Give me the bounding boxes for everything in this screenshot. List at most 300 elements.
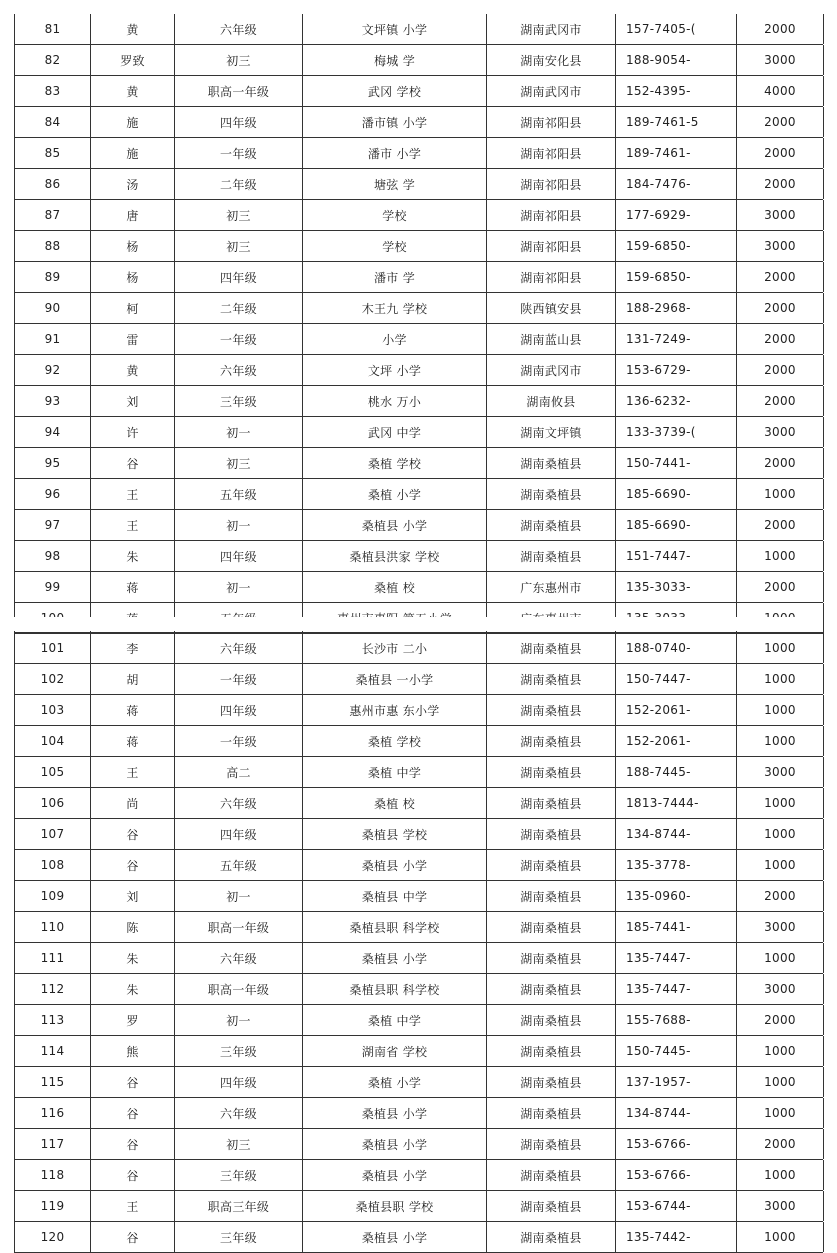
school-name-cell: 学校 (303, 200, 487, 230)
student-name-cell: 许 (91, 417, 175, 447)
table-row (14, 1098, 823, 1129)
grade-level-cell: 初三 (175, 45, 303, 75)
school-name-cell: 武冈 中学 (303, 417, 487, 447)
row-number-cell: 116 (15, 1098, 91, 1128)
location-cell: 湖南桑植县 (487, 850, 616, 880)
student-name-cell: 蒋 (91, 695, 175, 725)
row-number-cell: 99 (15, 572, 91, 602)
student-name-cell: 王 (91, 757, 175, 787)
grade-level-cell: 三年级 (175, 1036, 303, 1066)
grade-level-cell: 初一 (175, 417, 303, 447)
school-name-cell: 文坪 小学 (303, 355, 487, 385)
amount-cell: 2000 (737, 572, 824, 602)
location-cell: 湖南桑植县 (487, 726, 616, 756)
student-name-cell: 雷 (91, 324, 175, 354)
location-cell: 湖南安化县 (487, 45, 616, 75)
school-name-cell: 桑植县职 科学校 (303, 912, 487, 942)
row-number-cell: 111 (15, 943, 91, 973)
amount-cell: 3000 (737, 200, 824, 230)
amount-cell: 1000 (737, 726, 824, 756)
table-row (14, 912, 823, 943)
student-name-cell: 熊 (91, 1036, 175, 1066)
student-name-cell: 施 (91, 107, 175, 137)
phone-number-cell: 159-6850- (616, 231, 737, 261)
student-name-cell: 朱 (91, 943, 175, 973)
school-name-cell: 桑植 小学 (303, 479, 487, 509)
grade-level-cell: 一年级 (175, 664, 303, 694)
amount-cell: 1000 (737, 1067, 824, 1097)
amount-cell: 3000 (737, 231, 824, 261)
school-name-cell: 桑植县 小学 (303, 1160, 487, 1190)
row-number-cell: 86 (15, 169, 91, 199)
row-number-cell: 118 (15, 1160, 91, 1190)
school-name-cell: 长沙市 二小 (303, 633, 487, 663)
location-cell: 湖南桑植县 (487, 664, 616, 694)
grade-level-cell: 初三 (175, 231, 303, 261)
amount-cell: 1000 (737, 850, 824, 880)
amount-cell: 3000 (737, 417, 824, 447)
student-name-cell: 谷 (91, 1160, 175, 1190)
row-number-cell: 89 (15, 262, 91, 292)
table-row (14, 417, 823, 448)
grade-level-cell: 四年级 (175, 107, 303, 137)
phone-number-cell: 137-1957- (616, 1067, 737, 1097)
school-name-cell: 桑植 中学 (303, 1005, 487, 1035)
school-name-cell: 桑植县 一小学 (303, 664, 487, 694)
phone-number-cell: 185-6690- (616, 510, 737, 540)
location-cell: 湖南祁阳县 (487, 200, 616, 230)
amount-cell: 2000 (737, 881, 824, 911)
grade-level-cell: 四年级 (175, 1067, 303, 1097)
location-cell: 湖南祁阳县 (487, 262, 616, 292)
row-number-cell: 96 (15, 479, 91, 509)
location-cell: 湖南桑植县 (487, 943, 616, 973)
grade-level-cell: 职高一年级 (175, 76, 303, 106)
phone-number-cell: 189-7461-5 (616, 107, 737, 137)
grade-level-cell: 六年级 (175, 355, 303, 385)
amount-cell: 3000 (737, 974, 824, 1004)
grade-level-cell: 六年级 (175, 14, 303, 44)
school-name-cell: 桑植县 小学 (303, 1098, 487, 1128)
student-name-cell: 李 (91, 633, 175, 663)
table-row (14, 632, 823, 664)
phone-number-cell: 131-7249- (616, 324, 737, 354)
table-row (14, 572, 823, 603)
phone-number-cell: 188-2968- (616, 293, 737, 323)
table-row (14, 1160, 823, 1191)
location-cell: 湖南桑植县 (487, 788, 616, 818)
grade-level-cell: 初一 (175, 881, 303, 911)
student-name-cell: 尚 (91, 788, 175, 818)
phone-number-cell: 159-6850- (616, 262, 737, 292)
table-row (14, 1036, 823, 1067)
amount-cell: 2000 (737, 138, 824, 168)
location-cell: 湖南祁阳县 (487, 169, 616, 199)
phone-number-cell: 1813-7444- (616, 788, 737, 818)
row-number-cell: 106 (15, 788, 91, 818)
table-row (14, 850, 823, 881)
row-number-cell: 82 (15, 45, 91, 75)
location-cell: 湖南祁阳县 (487, 107, 616, 137)
student-name-cell: 蒋 (91, 572, 175, 602)
school-name-cell: 桑植县 小学 (303, 510, 487, 540)
phone-number-cell: 135-3033- (616, 572, 737, 602)
row-number-cell: 117 (15, 1129, 91, 1159)
row-number-cell: 84 (15, 107, 91, 137)
grade-level-cell: 四年级 (175, 695, 303, 725)
row-number-cell: 119 (15, 1191, 91, 1221)
table-row (14, 324, 823, 355)
row-number-cell: 103 (15, 695, 91, 725)
student-name-cell: 施 (91, 138, 175, 168)
phone-number-cell: 185-7441- (616, 912, 737, 942)
table-row (14, 231, 823, 262)
amount-cell: 3000 (737, 757, 824, 787)
student-name-cell: 罗 (91, 1005, 175, 1035)
grade-level-cell: 初三 (175, 448, 303, 478)
table-row (14, 76, 823, 107)
student-name-cell: 谷 (91, 1098, 175, 1128)
amount-cell: 2000 (737, 355, 824, 385)
student-name-cell: 杨 (91, 262, 175, 292)
amount-cell: 1000 (737, 541, 824, 571)
row-number-cell: 93 (15, 386, 91, 416)
row-number-cell: 97 (15, 510, 91, 540)
amount-cell: 2000 (737, 107, 824, 137)
grade-level-cell: 职高一年级 (175, 974, 303, 1004)
location-cell: 湖南桑植县 (487, 1067, 616, 1097)
student-name-cell: 黄 (91, 76, 175, 106)
location-cell: 湖南桑植县 (487, 1098, 616, 1128)
grade-level-cell: 高二 (175, 757, 303, 787)
grade-level-cell: 五年级 (175, 850, 303, 880)
student-name-cell: 朱 (91, 541, 175, 571)
student-name-cell: 朱 (91, 974, 175, 1004)
row-number-cell: 101 (15, 633, 91, 663)
table-row (14, 14, 823, 45)
student-name-cell: 谷 (91, 1129, 175, 1159)
phone-number-cell: 152-2061- (616, 726, 737, 756)
phone-number-cell: 150-7441- (616, 448, 737, 478)
location-cell: 湖南桑植县 (487, 1191, 616, 1221)
location-cell: 湖南武冈市 (487, 355, 616, 385)
school-name-cell: 塘弦 学 (303, 169, 487, 199)
grade-level-cell: 初三 (175, 200, 303, 230)
location-cell: 湖南桑植县 (487, 974, 616, 1004)
phone-number-cell: 135-3778- (616, 850, 737, 880)
location-cell: 湖南武冈市 (487, 14, 616, 44)
phone-number-cell: 188-9054- (616, 45, 737, 75)
row-number-cell: 109 (15, 881, 91, 911)
school-name-cell: 潘市镇 小学 (303, 107, 487, 137)
phone-number-cell: 157-7405-( (616, 14, 737, 44)
amount-cell: 2000 (737, 386, 824, 416)
school-name-cell: 潘市 小学 (303, 138, 487, 168)
table-row (14, 107, 823, 138)
location-cell: 湖南桑植县 (487, 479, 616, 509)
row-number-cell: 114 (15, 1036, 91, 1066)
student-name-cell: 谷 (91, 850, 175, 880)
grade-level-cell: 六年级 (175, 1098, 303, 1128)
amount-cell: 3000 (737, 45, 824, 75)
grade-level-cell: 三年级 (175, 1160, 303, 1190)
school-name-cell: 桑植县 学校 (303, 819, 487, 849)
school-name-cell: 桑植 中学 (303, 757, 487, 787)
row-number-cell: 115 (15, 1067, 91, 1097)
grade-level-cell: 职高三年级 (175, 1191, 303, 1221)
table-row (14, 819, 823, 850)
phone-number-cell: 188-0740- (616, 633, 737, 663)
phone-number-cell: 135-7447- (616, 943, 737, 973)
row-number-cell: 88 (15, 231, 91, 261)
phone-number-cell: 134-8744- (616, 819, 737, 849)
amount-cell: 2000 (737, 169, 824, 199)
row-number-cell: 85 (15, 138, 91, 168)
grade-level-cell: 二年级 (175, 293, 303, 323)
amount-cell: 1000 (737, 943, 824, 973)
school-name-cell: 武冈 学校 (303, 76, 487, 106)
phone-number-cell: 134-8744- (616, 1098, 737, 1128)
phone-number-cell: 185-6690- (616, 479, 737, 509)
phone-number-cell: 150-7447- (616, 664, 737, 694)
student-name-cell: 刘 (91, 881, 175, 911)
row-number-cell: 98 (15, 541, 91, 571)
table-row (14, 138, 823, 169)
row-number-cell: 90 (15, 293, 91, 323)
location-cell: 湖南桑植县 (487, 1222, 616, 1252)
school-name-cell: 文坪镇 小学 (303, 14, 487, 44)
location-cell: 湖南桑植县 (487, 757, 616, 787)
phone-number-cell: 135-7447- (616, 974, 737, 1004)
student-name-cell: 汤 (91, 169, 175, 199)
amount-cell: 2000 (737, 1005, 824, 1035)
location-cell: 湖南祁阳县 (487, 138, 616, 168)
school-name-cell: 桑植县 小学 (303, 1222, 487, 1252)
location-cell: 陕西镇安县 (487, 293, 616, 323)
phone-number-cell: 135-0960- (616, 881, 737, 911)
grade-level-cell: 五年级 (175, 479, 303, 509)
grade-level-cell: 职高一年级 (175, 912, 303, 942)
amount-cell: 2000 (737, 510, 824, 540)
student-name-cell: 谷 (91, 448, 175, 478)
grade-level-cell: 一年级 (175, 726, 303, 756)
school-name-cell: 湖南省 学校 (303, 1036, 487, 1066)
phone-number-cell: 153-6744- (616, 1191, 737, 1221)
grade-level-cell: 初三 (175, 1129, 303, 1159)
amount-cell: 1000 (737, 479, 824, 509)
phone-number-cell: 153-6766- (616, 1129, 737, 1159)
student-name-cell: 罗致 (91, 45, 175, 75)
location-cell: 广东惠州市 (487, 572, 616, 602)
table-row (14, 355, 823, 386)
location-cell: 湖南桑植县 (487, 912, 616, 942)
amount-cell: 1000 (737, 664, 824, 694)
row-number-cell: 108 (15, 850, 91, 880)
amount-cell: 2000 (737, 262, 824, 292)
amount-cell: 1000 (737, 1036, 824, 1066)
location-cell: 湖南桑植县 (487, 1005, 616, 1035)
phone-number-cell: 136-6232- (616, 386, 737, 416)
row-number-cell: 81 (15, 14, 91, 44)
table-row (14, 943, 823, 974)
row-number-cell: 107 (15, 819, 91, 849)
school-name-cell: 潘市 学 (303, 262, 487, 292)
school-name-cell: 桑植 校 (303, 788, 487, 818)
location-cell: 湖南桑植县 (487, 1129, 616, 1159)
amount-cell: 2000 (737, 14, 824, 44)
school-name-cell: 桑植县 小学 (303, 1129, 487, 1159)
location-cell: 湖南武冈市 (487, 76, 616, 106)
table-row (14, 1067, 823, 1098)
student-name-cell: 谷 (91, 819, 175, 849)
table-row (14, 510, 823, 541)
row-number-cell: 105 (15, 757, 91, 787)
location-cell: 湖南桑植县 (487, 1036, 616, 1066)
grade-level-cell: 初一 (175, 510, 303, 540)
school-name-cell: 桑植 小学 (303, 1067, 487, 1097)
phone-number-cell: 152-2061- (616, 695, 737, 725)
donation-table-bottom (14, 632, 823, 1253)
location-cell: 湖南攸县 (487, 386, 616, 416)
row-number-cell: 113 (15, 1005, 91, 1035)
amount-cell: 2000 (737, 448, 824, 478)
school-name-cell: 桑植县职 科学校 (303, 974, 487, 1004)
amount-cell: 2000 (737, 324, 824, 354)
grade-level-cell: 三年级 (175, 386, 303, 416)
school-name-cell: 桑植 学校 (303, 726, 487, 756)
phone-number-cell: 151-7447- (616, 541, 737, 571)
table-row (14, 200, 823, 231)
amount-cell: 1000 (737, 819, 824, 849)
table-row (14, 1222, 823, 1253)
location-cell: 湖南桑植县 (487, 819, 616, 849)
phone-number-cell: 188-7445- (616, 757, 737, 787)
phone-number-cell: 153-6766- (616, 1160, 737, 1190)
row-number-cell: 102 (15, 664, 91, 694)
amount-cell: 3000 (737, 912, 824, 942)
table-row (14, 664, 823, 695)
location-cell: 湖南桑植县 (487, 633, 616, 663)
phone-number-cell: 153-6729- (616, 355, 737, 385)
table-row (14, 726, 823, 757)
table-row (14, 262, 823, 293)
table-row (14, 293, 823, 324)
school-name-cell: 桑植县洪家 学校 (303, 541, 487, 571)
row-number-cell: 110 (15, 912, 91, 942)
amount-cell: 1000 (737, 788, 824, 818)
location-cell: 湖南桑植县 (487, 541, 616, 571)
amount-cell: 1000 (737, 1098, 824, 1128)
phone-number-cell: 150-7445- (616, 1036, 737, 1066)
school-name-cell: 小学 (303, 324, 487, 354)
location-cell: 湖南文坪镇 (487, 417, 616, 447)
table-row (14, 45, 823, 76)
student-name-cell: 唐 (91, 200, 175, 230)
phone-number-cell: 189-7461- (616, 138, 737, 168)
row-number-cell: 104 (15, 726, 91, 756)
student-name-cell: 王 (91, 510, 175, 540)
phone-number-cell: 135-7442- (616, 1222, 737, 1252)
student-name-cell: 谷 (91, 1067, 175, 1097)
school-name-cell: 梅城 学 (303, 45, 487, 75)
school-name-cell: 桃水 万小 (303, 386, 487, 416)
school-name-cell: 桑植县 小学 (303, 850, 487, 880)
school-name-cell: 木王九 学校 (303, 293, 487, 323)
amount-cell: 2000 (737, 293, 824, 323)
table-row (14, 1005, 823, 1036)
donation-table-top (14, 14, 823, 634)
grade-level-cell: 初一 (175, 572, 303, 602)
grade-level-cell: 六年级 (175, 788, 303, 818)
grade-level-cell: 四年级 (175, 541, 303, 571)
phone-number-cell: 184-7476- (616, 169, 737, 199)
student-name-cell: 杨 (91, 231, 175, 261)
school-name-cell: 学校 (303, 231, 487, 261)
location-cell: 湖南桑植县 (487, 695, 616, 725)
amount-cell: 3000 (737, 1191, 824, 1221)
row-number-cell: 87 (15, 200, 91, 230)
student-name-cell: 胡 (91, 664, 175, 694)
grade-level-cell: 六年级 (175, 633, 303, 663)
student-name-cell: 刘 (91, 386, 175, 416)
phone-number-cell: 155-7688- (616, 1005, 737, 1035)
row-number-cell: 91 (15, 324, 91, 354)
student-name-cell: 谷 (91, 1222, 175, 1252)
location-cell: 湖南桑植县 (487, 881, 616, 911)
student-name-cell: 王 (91, 1191, 175, 1221)
table-row (14, 448, 823, 479)
table-row (14, 1191, 823, 1222)
row-number-cell: 94 (15, 417, 91, 447)
table-row (14, 881, 823, 912)
school-name-cell: 惠州市惠 东小学 (303, 695, 487, 725)
grade-level-cell: 初一 (175, 1005, 303, 1035)
grade-level-cell: 一年级 (175, 324, 303, 354)
table-row (14, 974, 823, 1005)
table-row (14, 169, 823, 200)
table-row (14, 541, 823, 572)
amount-cell: 1000 (737, 633, 824, 663)
row-number-cell: 112 (15, 974, 91, 1004)
row-number-cell: 95 (15, 448, 91, 478)
location-cell: 湖南祁阳县 (487, 231, 616, 261)
school-name-cell: 桑植县 小学 (303, 943, 487, 973)
row-number-cell: 92 (15, 355, 91, 385)
table-row (14, 757, 823, 788)
row-number-cell: 83 (15, 76, 91, 106)
student-name-cell: 柯 (91, 293, 175, 323)
row-number-cell: 120 (15, 1222, 91, 1252)
school-name-cell: 桑植县 中学 (303, 881, 487, 911)
location-cell: 湖南桑植县 (487, 510, 616, 540)
table-row (14, 788, 823, 819)
phone-number-cell: 177-6929- (616, 200, 737, 230)
student-name-cell: 王 (91, 479, 175, 509)
amount-cell: 4000 (737, 76, 824, 106)
grade-level-cell: 三年级 (175, 1222, 303, 1252)
amount-cell: 1000 (737, 1160, 824, 1190)
grade-level-cell: 二年级 (175, 169, 303, 199)
table-row (14, 479, 823, 510)
phone-number-cell: 133-3739-( (616, 417, 737, 447)
student-name-cell: 黄 (91, 355, 175, 385)
student-name-cell: 蒋 (91, 726, 175, 756)
amount-cell: 2000 (737, 1129, 824, 1159)
location-cell: 湖南桑植县 (487, 1160, 616, 1190)
amount-cell: 1000 (737, 1222, 824, 1252)
school-name-cell: 桑植 校 (303, 572, 487, 602)
location-cell: 湖南桑植县 (487, 448, 616, 478)
